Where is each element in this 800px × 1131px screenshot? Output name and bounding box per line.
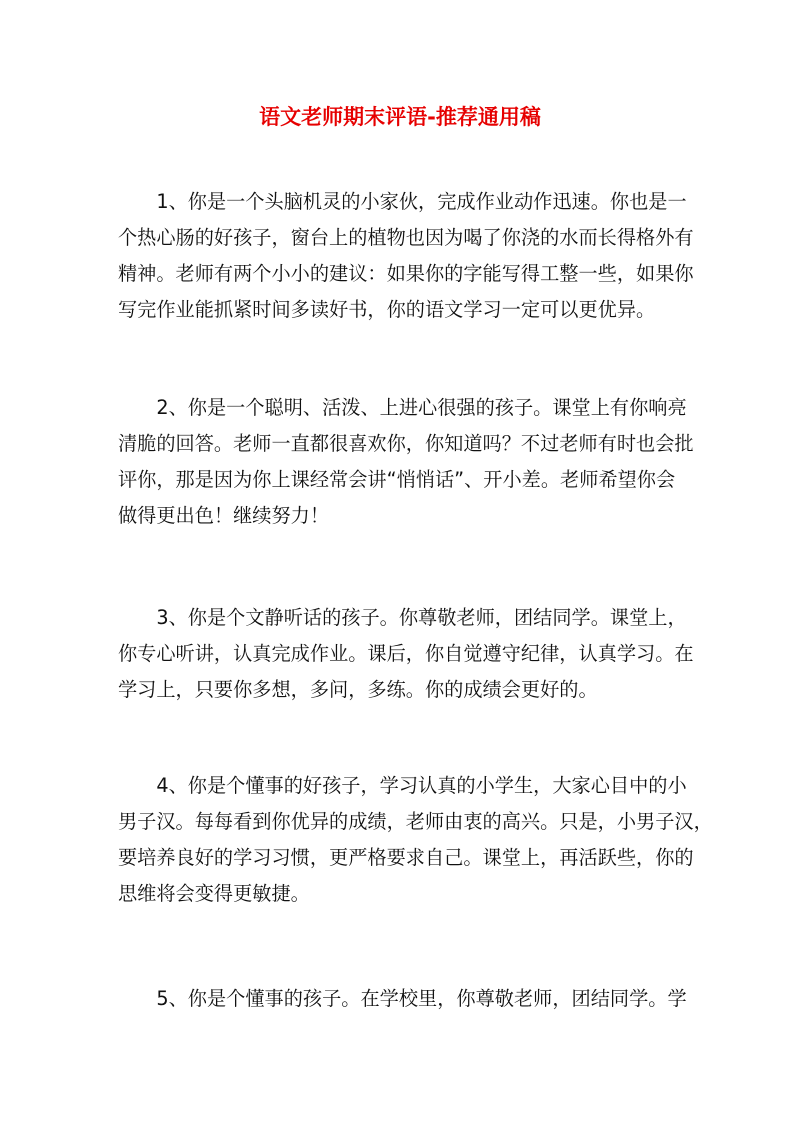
paragraph-line: 男子汉。每每看到你优异的成绩，老师由衷的高兴。只是，小男子汉， xyxy=(118,810,713,833)
paragraph-line: 精神。老师有两个小小的建议：如果你的字能写得工整一些，如果你 xyxy=(118,262,694,285)
paragraph-4 xyxy=(118,768,713,912)
paragraph-line: 个热心肠的好孩子，窗台上的植物也因为喝了你浇的水而长得格外有 xyxy=(118,226,694,249)
paragraph-line: 评你，那是因为你上课经常会讲“悄悄话”、开小差。老师希望你会 xyxy=(118,468,676,491)
paragraph-5 xyxy=(118,981,688,1017)
paragraph-line: 5、你是个懂事的孩子。在学校里，你尊敬老师，团结同学。学 xyxy=(118,987,687,1010)
paragraph-line: 要培养良好的学习习惯，更严格要求自己。课堂上，再活跃些，你的 xyxy=(118,846,694,869)
paragraph-line: 1、你是一个头脑机灵的小家伙，完成作业动作迅速。你也是一 xyxy=(118,190,687,213)
paragraph-line: 你专心听讲，认真完成作业。课后，你自觉遵守纪律，认真学习。在 xyxy=(118,642,694,665)
paragraph-3 xyxy=(118,600,694,708)
paragraph-line: 清脆的回答。老师一直都很喜欢你，你知道吗？不过老师有时也会批 xyxy=(118,432,694,455)
paragraph-line: 3、你是个文静听话的孩子。你尊敬老师，团结同学。课堂上， xyxy=(118,606,687,629)
paragraph-line: 做得更出色！继续努力！ xyxy=(118,504,330,527)
paragraph-2 xyxy=(118,390,694,534)
paragraph-line: 思维将会变得更敏捷。 xyxy=(118,882,310,905)
paragraph-1 xyxy=(118,184,694,328)
paragraph-line: 学习上，只要你多想，多问，多练。你的成绩会更好的。 xyxy=(118,678,598,701)
paragraph-line: 2、你是一个聪明、活泼、上进心很强的孩子。课堂上有你响亮 xyxy=(118,396,687,419)
paragraph-line: 写完作业能抓紧时间多读好书，你的语文学习一定可以更优异。 xyxy=(118,298,656,321)
document-title: 语文老师期末评语-推荐通用稿 xyxy=(259,105,541,129)
paragraph-line: 4、你是个懂事的好孩子，学习认真的小学生，大家心目中的小 xyxy=(118,774,687,797)
